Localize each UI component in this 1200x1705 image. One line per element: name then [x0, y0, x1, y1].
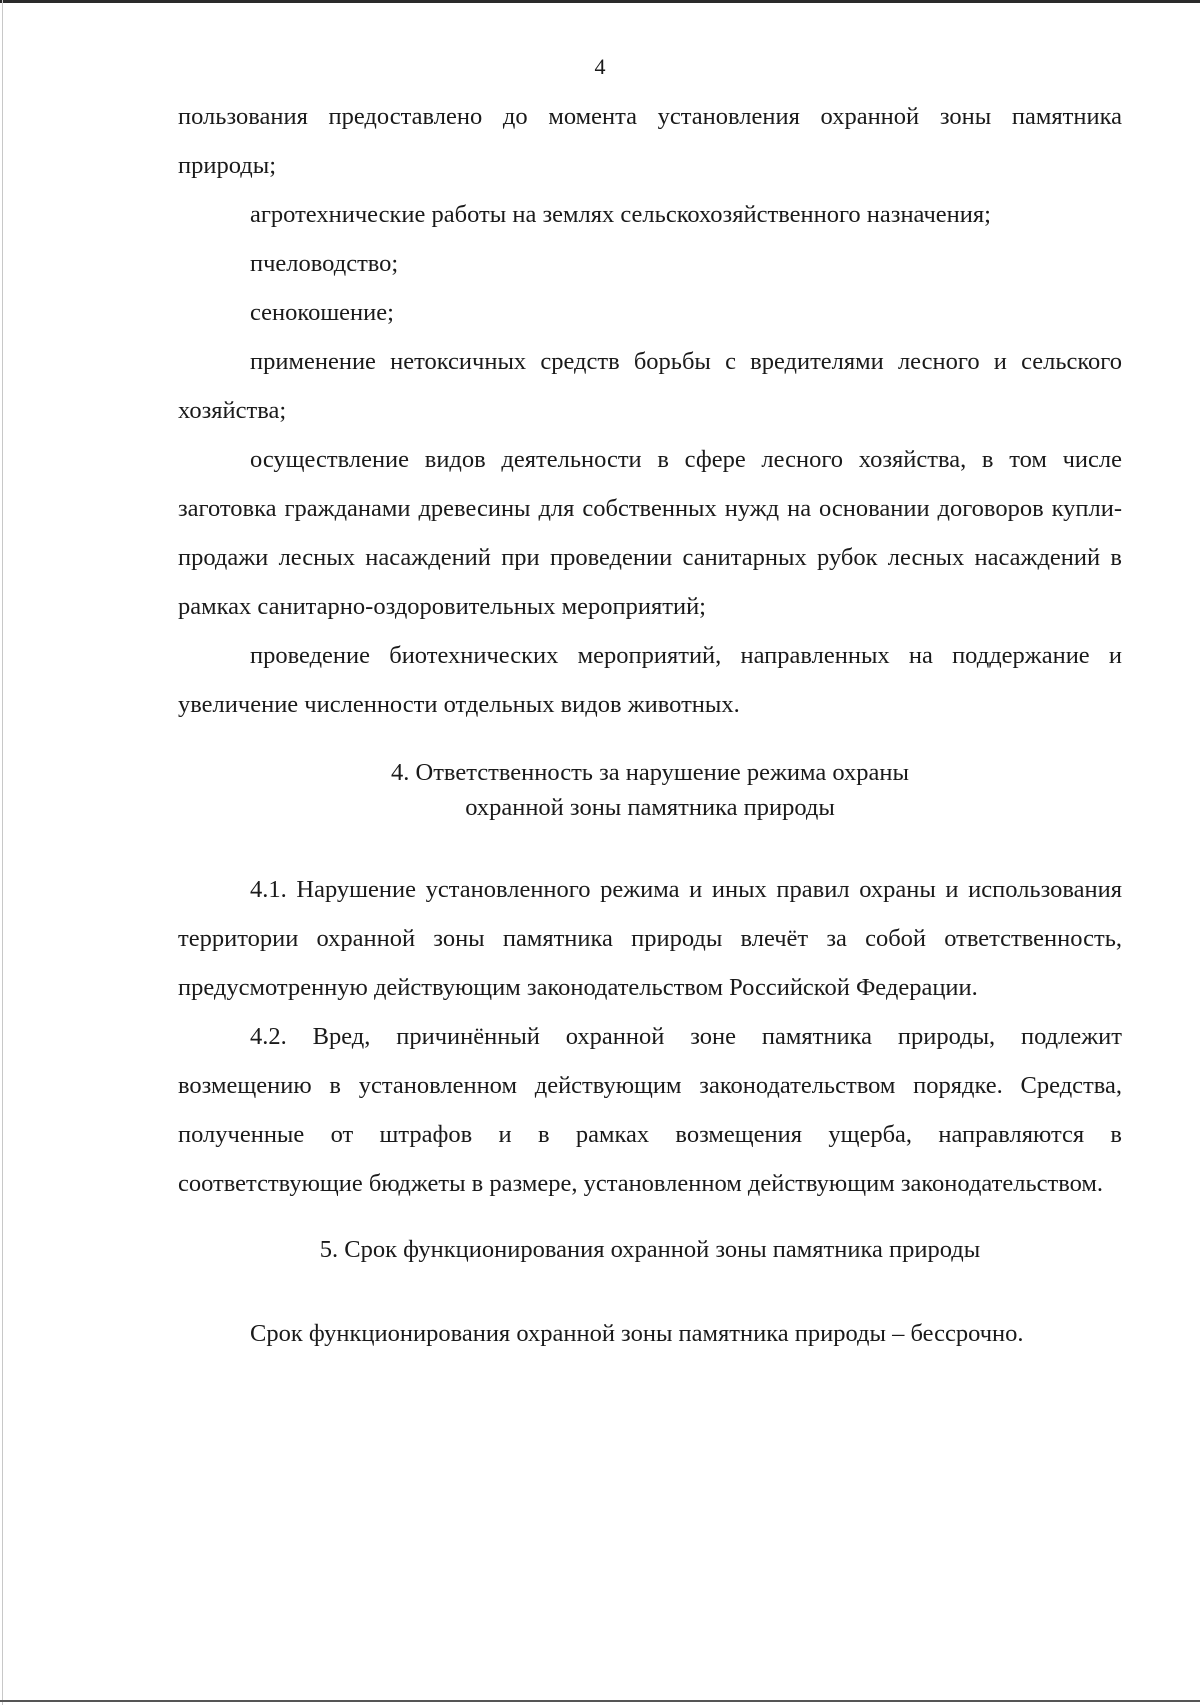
list-item-biotechnical: проведение биотехнических мероприятий, направленных на поддержание и увеличение численности отдельных видов животных.: [178, 642, 1122, 718]
list-item-agrotechnical: агротехнические работы на землях сельскохозяйственного назначения;: [250, 201, 991, 228]
list-item-haymaking: сенокошение;: [250, 299, 394, 326]
list-item-forestry: осуществление видов деятельности в сфере лесного хозяйства, в том числе заготовка гражданами древесины для собственных нужд на основании договоров купли-продажи лесных насаждений при проведении санитарных рубок лесных насаждений в рамках санитарно-оздоровительных мероприятий;: [178, 446, 1122, 620]
section-4-heading: [178, 755, 1122, 825]
clause-4-2: 4.2. Вред, причинённый охранной зоне памятника природы, подлежит возмещению в установленном действующим законодательством порядке. Средства, полученные от штрафов и в рамках возмещения ущерба, направляются в соответствующие бюджеты в размере, установленном действующим законодательством.: [178, 1023, 1122, 1197]
list-item-pest-control: применение нетоксичных средств борьбы с вредителями лесного и сельского хозяйства;: [178, 348, 1122, 424]
scan-edge-left: [2, 0, 3, 1705]
section-4-heading-line2: охранной зоны памятника природы: [465, 794, 835, 821]
section-4-heading-line1: 4. Ответственность за нарушение режима охраны: [391, 759, 909, 786]
scan-edge-bottom: [0, 1700, 1200, 1702]
section-5-heading: 5. Срок функционирования охранной зоны памятника природы: [319, 1236, 981, 1263]
clause-4-1: 4.1. Нарушение установленного режима и иных правил охраны и использования территории охранной зоны памятника природы влечёт за собой ответственность, предусмотренную действующим законодательством Российской Федерации.: [178, 876, 1122, 1001]
paragraph-continuation: пользования предоставлено до момента установления охранной зоны памятника природы;: [178, 103, 1122, 179]
list-item-beekeeping: пчеловодство;: [250, 250, 399, 277]
scan-edge-top: [0, 0, 1200, 3]
document-body: [178, 92, 1122, 1358]
section-5-paragraph: Срок функционирования охранной зоны памятника природы – бессрочно.: [250, 1320, 1024, 1347]
page-number: 4: [594, 54, 606, 79]
